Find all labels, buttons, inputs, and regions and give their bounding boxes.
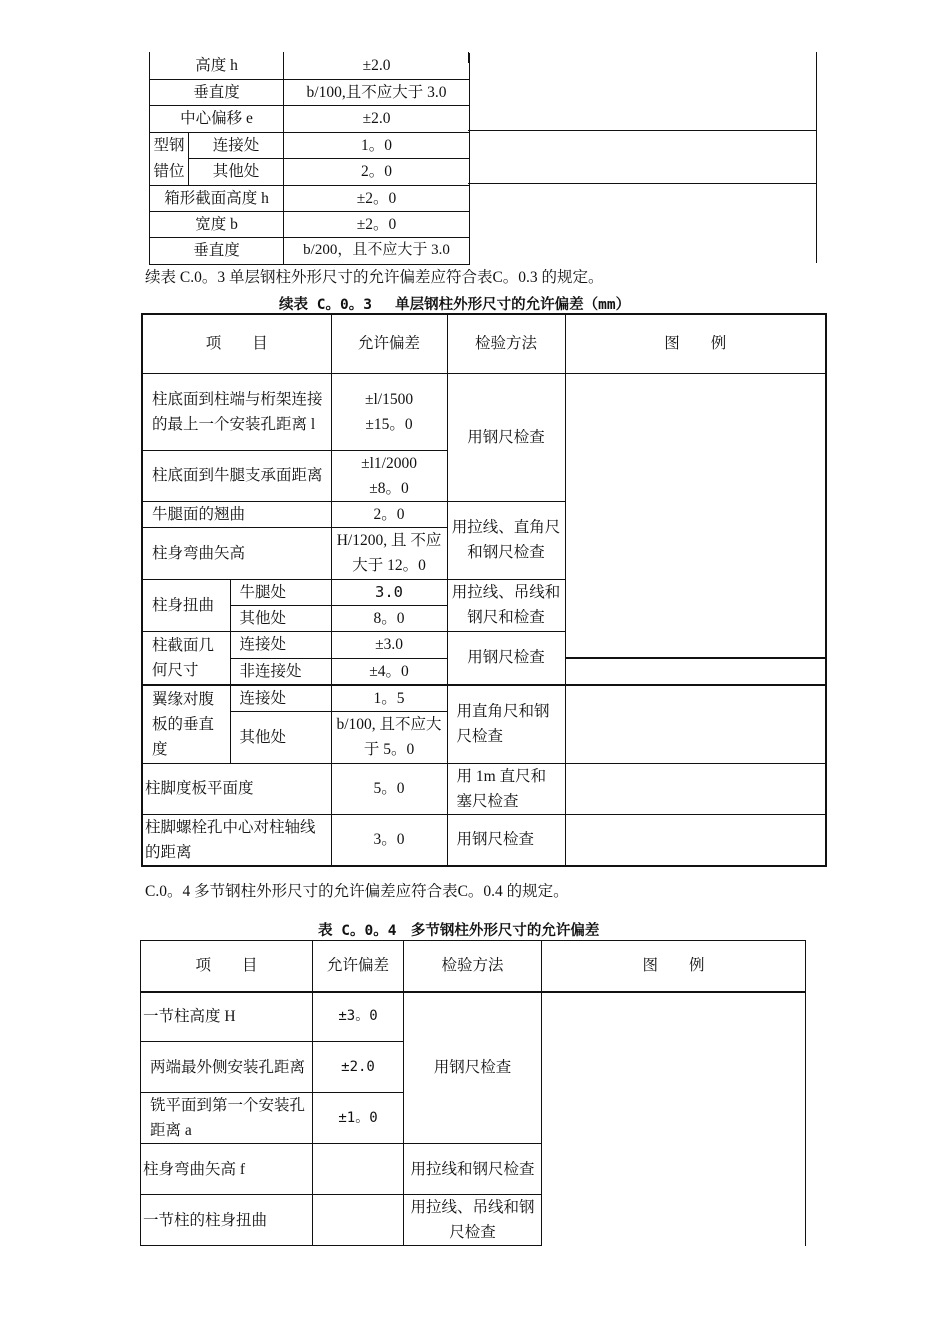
tolerance-cell: H/1200, 且 不应大于 12。0 [331, 527, 447, 579]
t1-row-tolerance: b/200，且不应大于 3.0 [284, 237, 470, 264]
t1-sub-tolerance: 2。0 [284, 158, 470, 185]
method-cell: 用拉线、吊线和钢尺检查 [404, 1195, 542, 1246]
tolerance-cell: 3。0 [331, 814, 447, 866]
t1-group-label: 型钢错位 [150, 132, 189, 185]
sub-item: 其他处 [230, 711, 331, 763]
tolerance-cell: 2。0 [331, 501, 447, 527]
table-1-right-rule [816, 52, 817, 263]
sub-item: 牛腿处 [230, 579, 331, 605]
tolerance-cell [313, 1144, 404, 1195]
method-cell: 用钢尺检查 [447, 631, 565, 685]
tolerance-cell: 1。5 [331, 685, 447, 712]
header-figure: 图 例 [565, 314, 826, 373]
item-cell: 柱脚度板平面度 [142, 763, 331, 814]
paragraph-c04: C.0。4 多节钢柱外形尺寸的允许偏差应符合表C。0.4 的规定。 [145, 883, 569, 900]
method-cell: 用钢尺检查 [404, 992, 542, 1144]
t1-row-tolerance: b/100,且不应大于 3.0 [284, 79, 470, 105]
item-cell: 柱底面到柱端与桁架连接的最上一个安装孔距离 l [142, 373, 331, 450]
group-label: 柱截面几何尺寸 [142, 631, 230, 685]
tolerance-cell: 3.0 [331, 579, 447, 605]
item-cell: 柱底面到牛腿支承面距离 [142, 450, 331, 501]
item-cell: 柱身弯曲矢高 f [141, 1144, 313, 1195]
t1-sub-item: 其他处 [189, 158, 284, 185]
tolerance-cell: b/100, 且不应大于 5。0 [331, 711, 447, 763]
t1-row-item: 宽度 b [150, 211, 284, 237]
t1-sub-item: 连接处 [189, 132, 284, 158]
item-cell: 牛腿面的翘曲 [142, 501, 331, 527]
tolerance-cell [313, 1195, 404, 1246]
method-cell: 用钢尺检查 [447, 373, 565, 501]
header-item: 项 目 [141, 941, 313, 992]
table-c04 [140, 940, 806, 1246]
method-cell: 用拉线、吊线和钢尺和检查 [447, 579, 565, 631]
figure-cell [565, 814, 826, 866]
tolerance-cell: ±2.0 [313, 1042, 404, 1093]
tolerance-cell: ±l/1500 ±15。0 [331, 373, 447, 450]
method-cell: 用拉线和钢尺检查 [404, 1144, 542, 1195]
table-1-figure-rule [468, 183, 817, 184]
sub-item: 其他处 [230, 605, 331, 631]
figure-cell [565, 763, 826, 814]
tolerance-cell: ±3.0 [331, 631, 447, 658]
item-cell: 一节柱高度 H [141, 992, 313, 1042]
table-caption-c04: 表 C。0。4 多节钢柱外形尺寸的允许偏差 [318, 923, 600, 939]
sub-item: 连接处 [230, 631, 331, 658]
group-label: 柱身扭曲 [142, 579, 230, 631]
sub-item: 非连接处 [230, 658, 331, 685]
header-method: 检验方法 [404, 941, 542, 992]
header-tolerance: 允许偏差 [313, 941, 404, 992]
tolerance-cell: 5。0 [331, 763, 447, 814]
table-c03 [141, 313, 827, 867]
figure-cell [565, 685, 826, 764]
tolerance-cell: 8。0 [331, 605, 447, 631]
t1-row-item: 垂直度 [150, 79, 284, 105]
item-cell: 一节柱的柱身扭曲 [141, 1195, 313, 1246]
item-cell: 柱身弯曲矢高 [142, 527, 331, 579]
table-1-figure-rule [468, 130, 817, 131]
table-1-fragment [0, 0, 950, 270]
t1-row-tolerance: ±2。0 [284, 211, 470, 237]
method-cell: 用钢尺检查 [447, 814, 565, 866]
header-tolerance: 允许偏差 [331, 314, 447, 373]
tolerance-cell: ±4。0 [331, 658, 447, 685]
t1-row-item: 箱形截面高度 h [150, 185, 284, 211]
figure-cell [542, 992, 806, 1246]
table-caption-c03: 续表 C。0。3 单层钢柱外形尺寸的允许偏差（mm） [279, 297, 631, 313]
tolerance-cell: ±1。0 [313, 1093, 404, 1144]
tolerance-cell: ±l1/2000 ±8。0 [331, 450, 447, 501]
header-method: 检验方法 [447, 314, 565, 373]
figure-cell [565, 373, 826, 658]
method-cell: 用拉线、直角尺和钢尺检查 [447, 501, 565, 579]
t1-sub-tolerance: 1。0 [284, 132, 470, 158]
item-cell: 铣平面到第一个安装孔距离 a [141, 1093, 313, 1144]
t1-row-tolerance: ±2.0 [284, 53, 470, 79]
item-cell: 柱脚螺栓孔中心对柱轴线的距离 [142, 814, 331, 866]
t1-row-item: 高度 h [150, 53, 284, 79]
tolerance-cell: ±3。0 [313, 992, 404, 1042]
t1-row-item: 垂直度 [150, 237, 284, 264]
t1-row-tolerance: ±2。0 [284, 185, 470, 211]
t1-row-item: 中心偏移 e [150, 105, 284, 132]
method-cell: 用 1m 直尺和塞尺检查 [447, 763, 565, 814]
paragraph-c03: 续表 C.0。3 单层钢柱外形尺寸的允许偏差应符合表C。0.3 的规定。 [145, 269, 604, 286]
method-cell: 用直角尺和钢尺检查 [447, 685, 565, 764]
item-cell: 两端最外侧安装孔距离 [141, 1042, 313, 1093]
t1-row-tolerance: ±2.0 [284, 105, 470, 132]
group-label: 翼缘对腹板的垂直度 [142, 685, 230, 764]
header-figure: 图 例 [542, 941, 806, 992]
sub-item: 连接处 [230, 685, 331, 712]
header-item: 项 目 [142, 314, 331, 373]
